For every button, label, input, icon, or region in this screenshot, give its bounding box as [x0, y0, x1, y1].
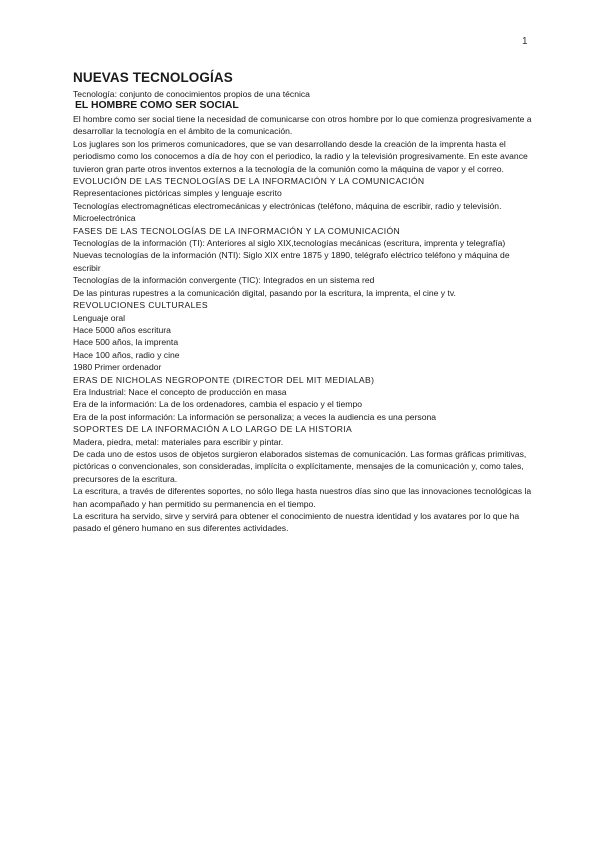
intro-paragraph: Los juglares son los primeros comunicadores, que se van desarrollando desde la creación de la imprenta hasta el periodismo como los conocemos a día de hoy con el periodico, la radio y la televisión progresivamente. En este avance tuvieron gran parte otros inventos externos a la tecnología de la comunión como la máquina de vapor y el correo. [73, 138, 528, 174]
revoluciones-item: Hace 500 años, la imprenta [73, 337, 179, 348]
section-heading-hombre-social: EL HOMBRE COMO SER SOCIAL [75, 100, 239, 111]
fases-item: Tecnologías de la información convergente (TIC): Integrados en un sistema red [73, 275, 375, 286]
revoluciones-item: Hace 5000 años escritura [73, 324, 171, 335]
intro-paragraph: El hombre como ser social tiene la necesidad de comunicarse con otros hombre por lo que comienza progresivamente a desarrollar la tecnología en el ámbito de la comunicación. [73, 114, 532, 137]
section-heading-revoluciones: REVOLUCIONES CULTURALES [73, 300, 208, 311]
page-number: 1 [522, 36, 528, 47]
soportes-item: Madera, piedra, metal: materiales para escribir y pintar. [73, 436, 284, 447]
section-heading-fases: FASES DE LAS TECNOLOGÍAS DE LA INFORMACIÓN Y LA COMUNICACIÓN [73, 225, 401, 236]
document-subtitle: Tecnología: conjunto de conocimientos propios de una técnica [73, 89, 310, 99]
fases-item: Nuevas tecnologías de la información (NTI): Siglo XIX entre 1875 y 1890, telégrafo eléctrico teléfono y máquina de escribir [73, 250, 510, 273]
section-heading-evolucion: EVOLUCIÓN DE LAS TECNOLOGÍAS DE LA INFORMACIÓN Y LA COMUNICACIÓN [73, 176, 425, 187]
fases-item: Tecnologías de la información (TI): Anteriores al siglo XIX,tecnologías mecánicas (escritura, imprenta y telegrafía) [73, 238, 506, 249]
eras-item: Era de la post información: La información se personaliza; a veces la audiencia es una persona [73, 411, 437, 422]
document-body [73, 70, 533, 535]
eras-item: Era de la información: La de los ordenadores, cambia el espacio y el tiempo [73, 399, 363, 410]
document-title: NUEVAS TECNOLOGÍAS [73, 70, 233, 85]
evolucion-item: Representaciones pictóricas simples y lenguaje escrito [73, 188, 282, 199]
evolucion-item: Tecnologías electromagnéticas electromecánicas y electrónicas (teléfono, máquina de escribir, radio y televisión. [73, 200, 502, 211]
revoluciones-item: 1980 Primer ordenador [73, 362, 162, 373]
section-heading-soportes: SOPORTES DE LA INFORMACIÓN A LO LARGO DE LA HISTORIA [73, 424, 353, 435]
soportes-item: La escritura ha servido, sirve y servirá para obtener el conocimiento de nuestra identidad y los avatares por lo que ha pasado el género humano en sus diferentes actividades. [73, 511, 520, 534]
revoluciones-item: Lenguaje oral [73, 312, 126, 323]
section-heading-eras: ERAS DE NICHOLAS NEGROPONTE (DIRECTOR DEL MIT MEDIALAB) [73, 374, 375, 385]
revoluciones-item: Hace 100 años, radio y cine [73, 349, 180, 360]
soportes-item: La escritura, a través de diferentes soportes, no sólo llega hasta nuestros días sino que las innovaciones tecnológicas la han acompañado y han permitido su permanencia en el tiempo. [73, 486, 532, 509]
evolucion-item: Microelectrónica [73, 213, 136, 224]
soportes-item: De cada uno de estos usos de objetos surgieron elaborados sistemas de comunicación. Las formas gráficas primitivas, pictóricas o convencionales, son consideradas, implícita o explícitamente, mensajes de la comunicación y, como tales, precursores de la escritura. [73, 448, 527, 484]
fases-item: De las pinturas rupestres a la comunicación digital, pasando por la escritura, la imprenta, el cine y tv. [73, 287, 456, 298]
eras-item: Era Industrial: Nace el concepto de producción en masa [73, 386, 287, 397]
